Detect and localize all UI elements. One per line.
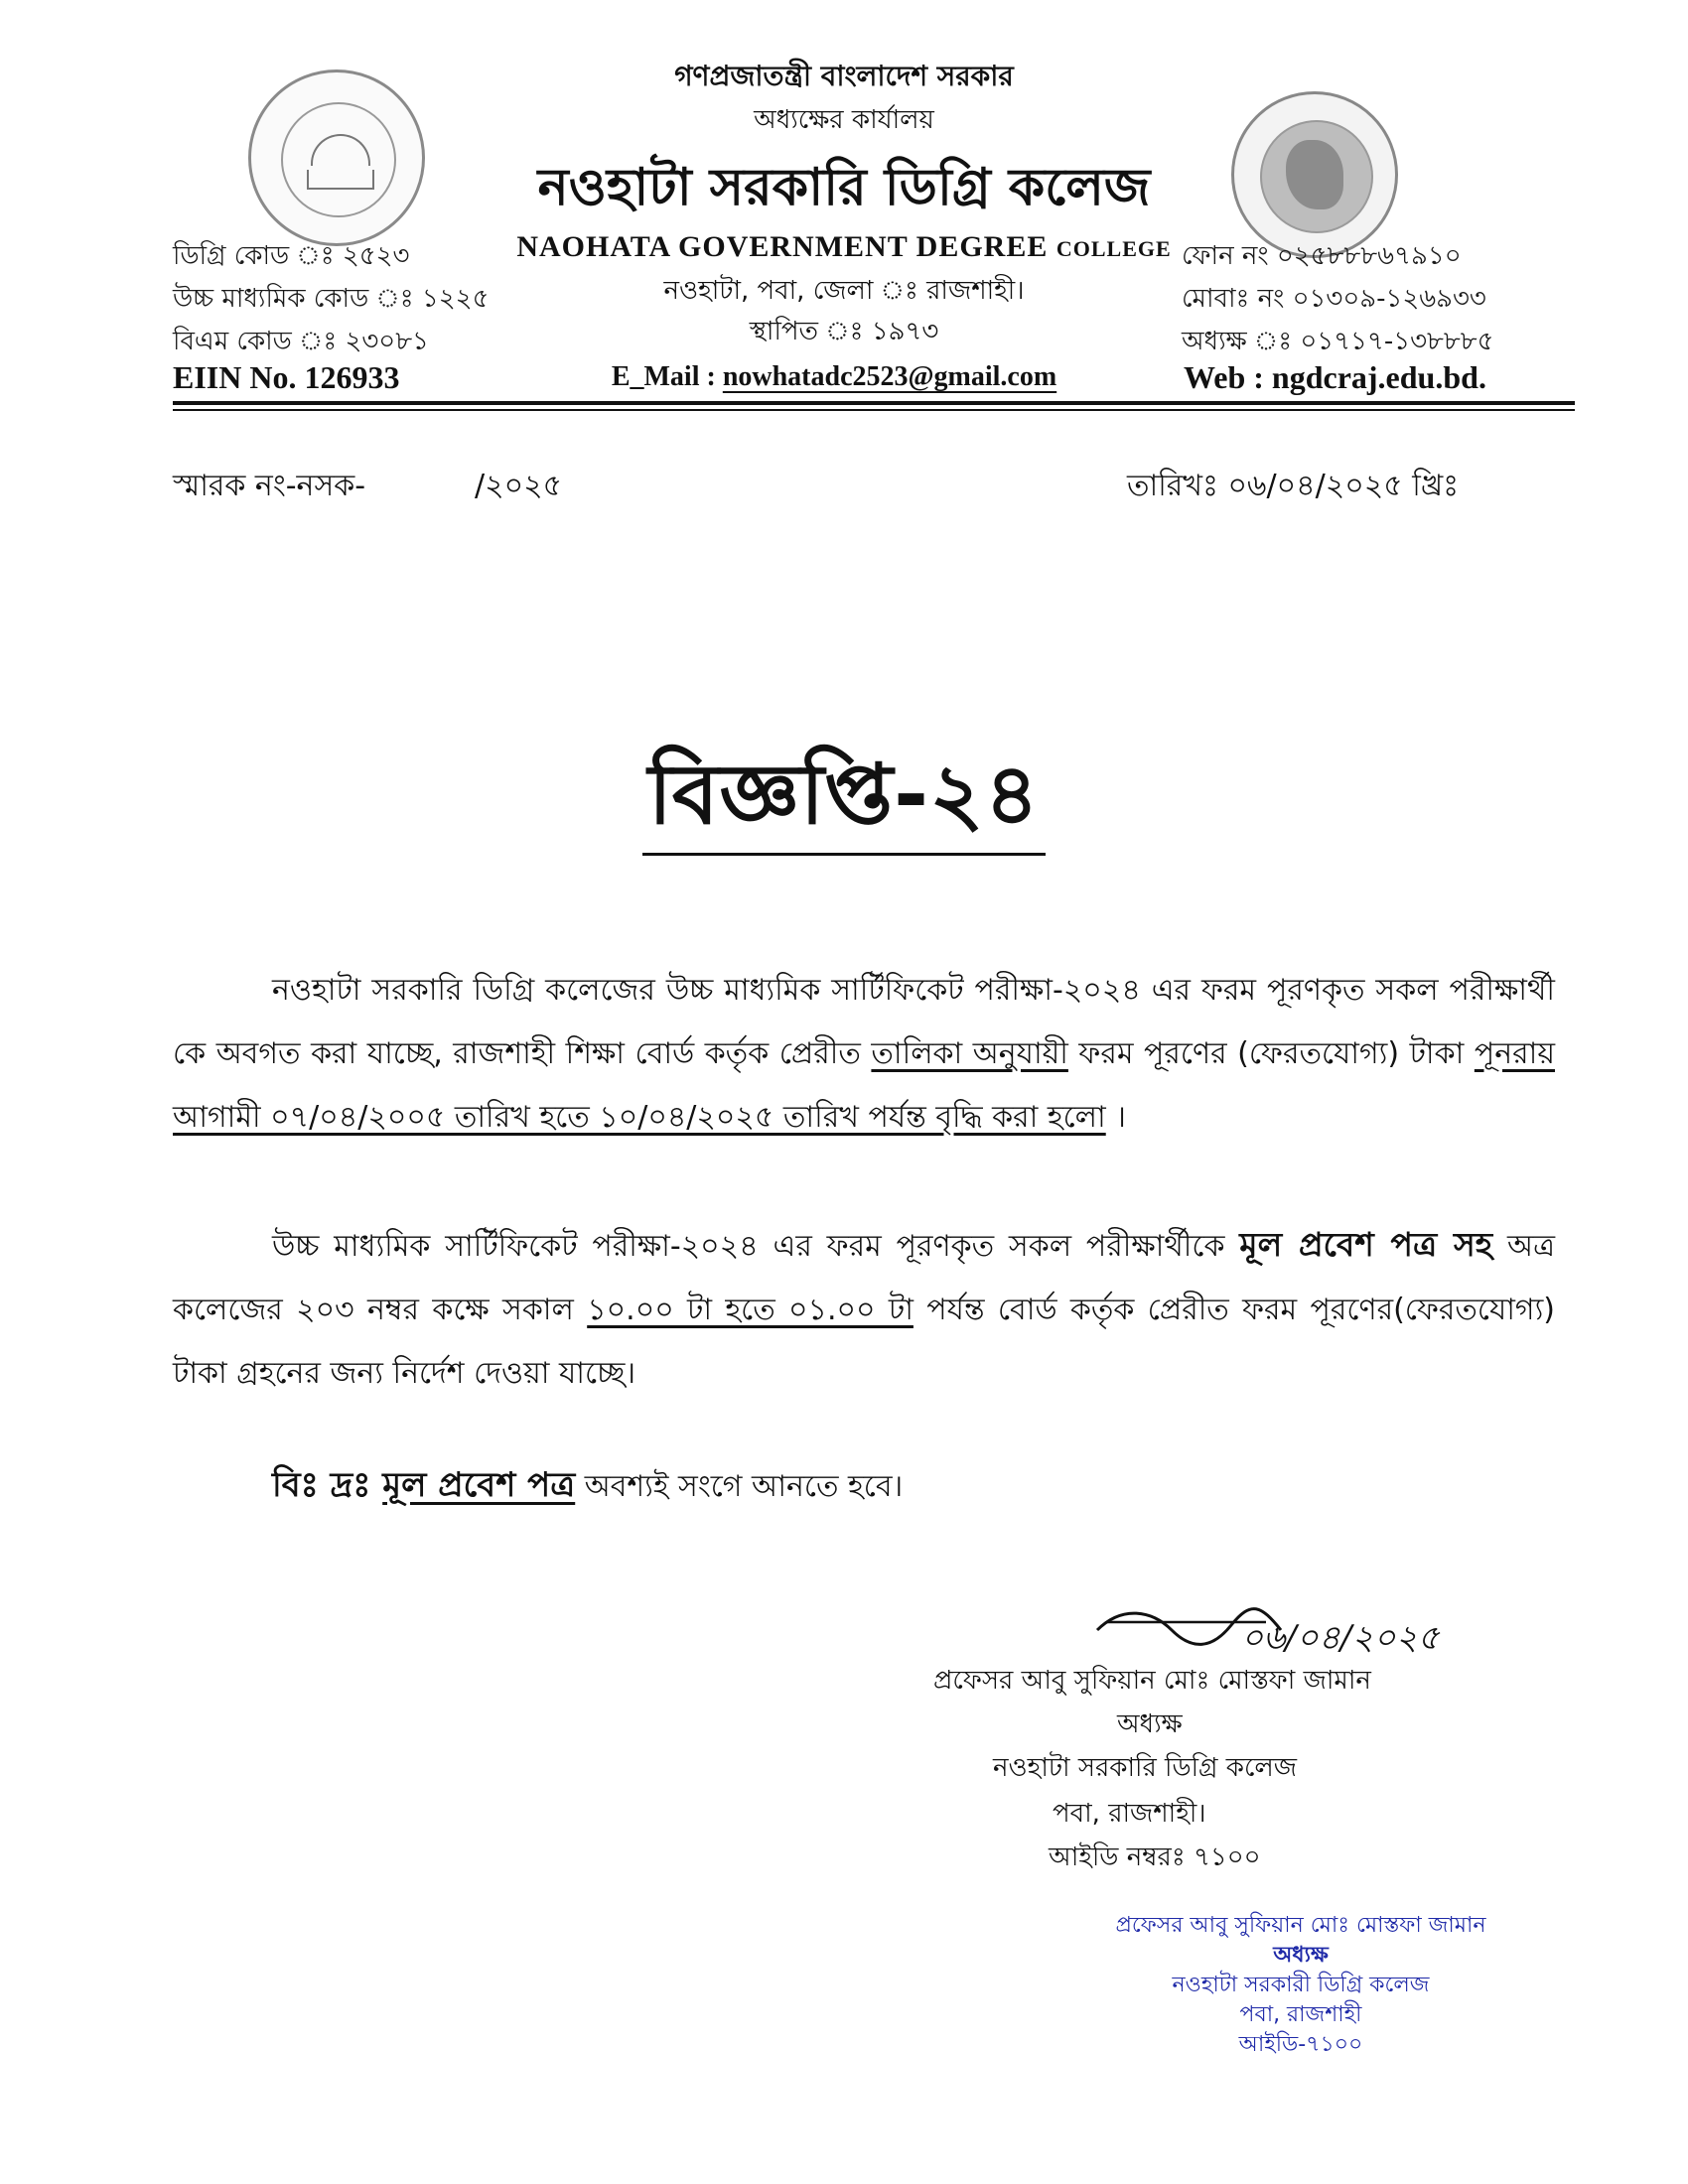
p2-text-b: অত্র কলেজের ২০৩ নম্বর কক্ষে সকাল — [173, 1229, 1556, 1327]
stamp-college: নওহাটা সরকারী ডিগ্রি কলেজ — [1172, 1973, 1430, 1997]
notice-title — [0, 730, 1688, 870]
mobile-number: মোবাঃ নং ০১৩০৯-১২৬৯৩৩ — [1182, 284, 1486, 314]
college-name-bn: নওহাটা সরকারি ডিগ্রি কলেজ — [537, 158, 1151, 217]
p1-text-a: নওহাটা সরকারি ডিগ্রি কলেজের উচ্চ মাধ্যমিক সার্টিফিকেট পরীক্ষা-২০২৪ এর ফরম পূরণকৃত সকল পরীক্ষার্থী কে অবগত করা যাচ্ছে, রাজশাহী শিক্ষা বোর্ড কর্তৃক প্রেরীত — [173, 973, 1555, 1071]
eiin-number: EIIN No. 126933 — [173, 359, 400, 395]
nb-line — [272, 1459, 903, 1516]
established-year: স্থাপিত ঃ ১৯৭৩ — [749, 317, 939, 346]
signatory-college: নওহাটা সরকারি ডিগ্রি কলেজ — [993, 1753, 1298, 1783]
signatory-location: পবা, রাজশাহী। — [1053, 1799, 1206, 1829]
memo-reference-year: /২০২৫ — [475, 469, 563, 503]
memo-reference: স্মারক নং-নসক- — [173, 469, 366, 503]
p1-text-c: । — [1105, 1100, 1126, 1135]
email-address[interactable]: nowhatadc2523@gmail.com — [722, 361, 1057, 392]
p2-bold-admit-card: মূল প্রবেশ পত্র সহ — [1239, 1225, 1493, 1264]
header-rule — [173, 401, 1575, 405]
header-rule-thin — [173, 409, 1575, 411]
signatory-title: অধ্যক্ষ — [1117, 1709, 1183, 1739]
college-name-en — [427, 230, 1261, 264]
signatory-name: প্রফেসর আবু সুফিয়ান মোঃ মোস্তফা জামান — [933, 1666, 1371, 1696]
stamp-title: অধ্যক্ষ — [1273, 1943, 1329, 1968]
notice-paragraph-2 — [173, 1213, 1555, 1406]
phone-number: ফোন নং ০২৫৮৮৮৬৭৯১০ — [1182, 241, 1462, 271]
hsc-code: উচ্চ মাধ্যমিক কোড ঃ ১২২৫ — [173, 284, 490, 314]
government-line: গণপ্রজাতন্ত্রী বাংলাদেশ সরকার — [674, 60, 1014, 92]
notice-title-text: বিজ্ঞপ্তি-২৪ — [642, 746, 1046, 856]
nb-label: বিঃ দ্রঃ — [272, 1465, 383, 1505]
college-name-en-tail: COLLEGE — [1055, 236, 1172, 261]
website[interactable]: Web : ngdcraj.edu.bd. — [1184, 359, 1486, 395]
signatory-id: আইডি নম্বরঃ ৭১০০ — [1049, 1843, 1261, 1872]
nb-admit-card: মূল প্রবেশ পত্র — [382, 1465, 576, 1505]
stamp-name: প্রফেসর আবু সুফিয়ান মোঃ মোস্তফা জামান — [1115, 1913, 1486, 1938]
p2-underlined-time: ১০.০০ টা হতে ০১.০০ টা — [587, 1293, 914, 1327]
bm-code: বিএম কোড ঃ ২৩০৮১ — [173, 327, 429, 356]
notice-paragraph-1 — [173, 959, 1555, 1150]
college-address: নওহাটা, পবা, জেলা ঃ রাজশাহী। — [663, 276, 1025, 306]
office-line: অধ্যক্ষের কার্যালয় — [754, 105, 934, 135]
email-label: E_Mail : — [611, 361, 723, 392]
stamp-location: পবা, রাজশাহী — [1239, 2002, 1362, 2027]
p2-text-c: পর্যন্ত বোর্ড কর্তৃক প্রেরীত ফরম পূরণের(ফেরতযোগ্য) টাকা গ্রহনের জন্য নির্দেশ দেওয়া যাচ্ছে। — [173, 1293, 1555, 1391]
degree-code: ডিগ্রি কোড ঃ ২৫২৩ — [173, 241, 410, 271]
email-line — [556, 361, 1112, 393]
p1-text-b: ফরম পূরণের (ফেরতযোগ্য) টাকা — [1067, 1036, 1475, 1071]
college-name-en-main: NAOHATA GOVERNMENT DEGREE — [516, 230, 1049, 263]
p1-underlined-list: তালিকা অনুযায়ী — [871, 1036, 1068, 1071]
principal-number: অধ্যক্ষ ঃ ০১৭১৭-১৩৮৮৮৫ — [1182, 327, 1494, 356]
nb-rest: অবশ্যই সংগে আনতে হবে। — [575, 1469, 904, 1504]
memo-date: তারিখঃ ০৬/০৪/২০২৫ খ্রিঃ — [1127, 469, 1460, 503]
stamp-id: আইডি-৭১০০ — [1238, 2032, 1363, 2057]
signature-date: ০৬/০৪/২০২৫ — [1241, 1618, 1440, 1658]
p2-text-a: উচ্চ মাধ্যমিক সার্টিফিকেট পরীক্ষা-২০২৪ এর ফরম পূরণকৃত সকল পরীক্ষার্থীকে — [272, 1229, 1240, 1264]
p1-underlined-dates: পূনরায় আগামী ০৭/০৪/২০০৫ তারিখ হতে ১০/০৪/২০২৫ তারিখ পর্যন্ত বৃদ্ধি করা হলো — [173, 1036, 1556, 1135]
